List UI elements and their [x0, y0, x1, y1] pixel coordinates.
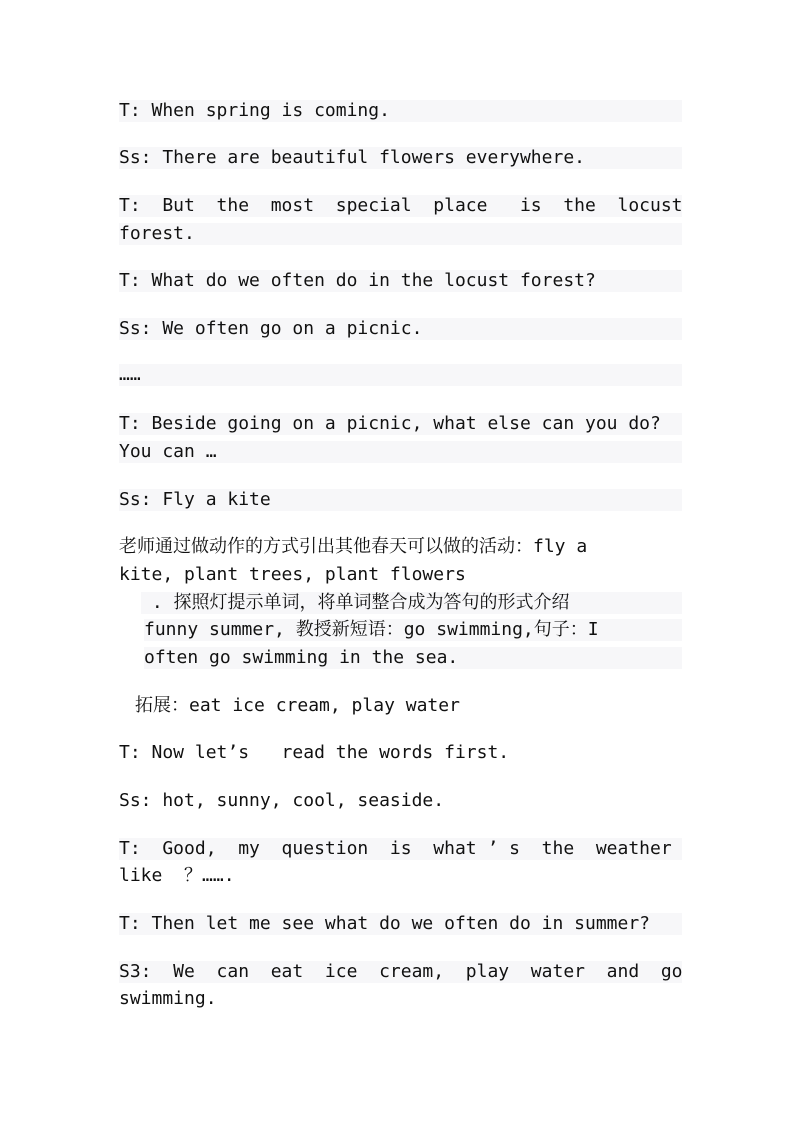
- dialogue-line: T: Good, my question is what ’ s the weather: [119, 838, 682, 860]
- dialogue-line: T: What do we often do in the locust forest?: [119, 270, 682, 292]
- note-line: . 探照灯提示单词，将单词整合成为答句的形式介绍: [141, 592, 682, 614]
- ellipsis-line: ……: [119, 364, 682, 386]
- note-line: kite, plant trees, plant flowers: [119, 564, 466, 585]
- dialogue-line: S3: We can eat ice cream, play water and go: [119, 961, 683, 982]
- dialogue-line: T: Then let me see what do we often do in summer?: [119, 913, 682, 935]
- extension-line: 拓展：eat ice cream, play water: [135, 695, 460, 716]
- note-line: often go swimming in the sea.: [144, 647, 682, 669]
- dialogue-line: T: But the most special place is the locust: [119, 195, 683, 216]
- dialogue-line: forest.: [119, 223, 682, 245]
- dialogue-line: You can …: [119, 441, 682, 463]
- dialogue-line: swimming.: [119, 988, 217, 1009]
- dialogue-line: T: When spring is coming.: [119, 100, 682, 122]
- dialogue-line: Ss: hot, sunny, cool, seaside.: [119, 790, 445, 811]
- dialogue-line: T: Beside going on a picnic, what else can you do?: [119, 413, 682, 435]
- dialogue-line: T: Now let’s read the words first.: [119, 742, 510, 763]
- dialogue-line: like ？…….: [119, 865, 235, 886]
- dialogue-line: Ss: Fly a kite: [119, 489, 682, 511]
- note-line: 老师通过做动作的方式引出其他春天可以做的活动：fly a: [119, 536, 588, 557]
- dialogue-line: Ss: There are beautiful flowers everywhere.: [119, 147, 682, 169]
- dialogue-line: Ss: We often go on a picnic.: [119, 318, 682, 340]
- note-line: funny summer, 教授新短语：go swimming,句子：I: [144, 619, 682, 641]
